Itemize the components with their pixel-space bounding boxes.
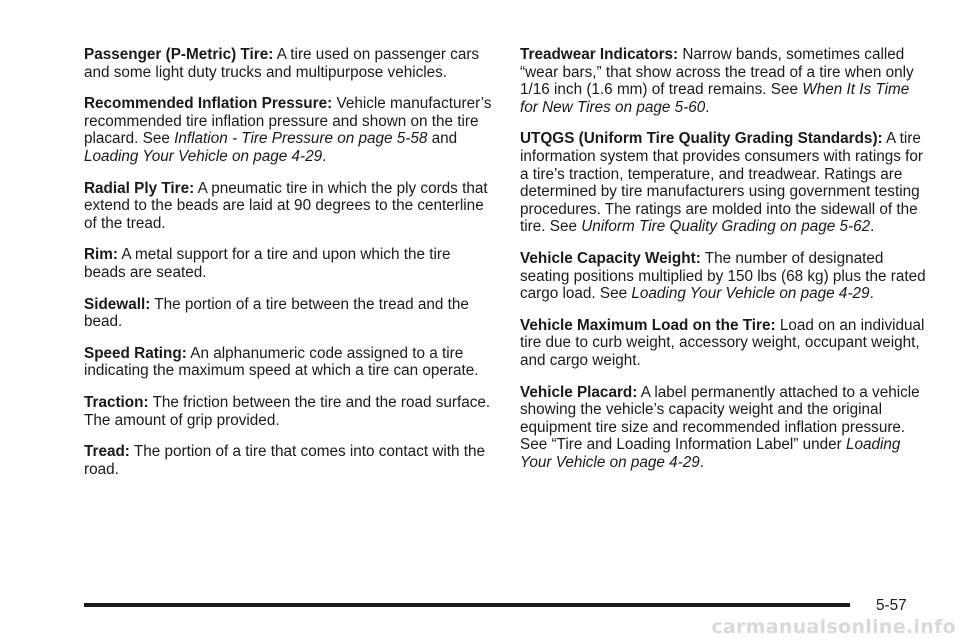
- glossary-definition: Load on an individual tire due to curb weight, accessory weight, occupant weight, and cargo weight.: [520, 316, 925, 369]
- glossary-term: Radial Ply Tire:: [84, 179, 195, 197]
- page-number: 5-57: [876, 597, 907, 614]
- glossary-term: Passenger (P-Metric) Tire:: [84, 46, 274, 63]
- glossary-definition: Vehicle manufacturer’s recommended tire inflation pressure and shown on the tire placard. See: [84, 95, 492, 148]
- right-column: [520, 46, 930, 485]
- glossary-period: .: [870, 218, 875, 236]
- glossary-term: Traction:: [84, 393, 149, 411]
- cross-reference: Loading Your Vehicle on page 4-29: [631, 285, 870, 303]
- glossary-period: .: [322, 147, 327, 165]
- glossary-term: Treadwear Indicators:: [520, 46, 679, 63]
- glossary-period: .: [699, 453, 704, 471]
- glossary-definition: The number of designated seating positions multiplied by 150 lbs (68 kg) plus the rated cargo load. See: [520, 249, 926, 303]
- glossary-definition: The portion of a tire between the tread and the bead.: [84, 295, 469, 331]
- glossary-definition: A label permanently attached to a vehicle showing the vehicle’s capacity weight and the original equipment tire size and recommended inflation pressure. See “Tire and Loading Information Label” under: [520, 383, 920, 454]
- glossary-term: Rim:: [84, 246, 118, 264]
- glossary-entry-treadwear-indicators: [520, 46, 930, 116]
- glossary-entry-vehicle-maximum-load: [520, 317, 930, 370]
- glossary-entry-rim: [84, 246, 494, 281]
- glossary-definition: The friction between the tire and the road surface. The amount of grip provided.: [84, 393, 491, 429]
- cross-reference: Inflation - Tire Pressure on page 5-58: [174, 130, 428, 148]
- glossary-term: Vehicle Placard:: [520, 383, 638, 401]
- glossary-entry-recommended-inflation-pressure: [84, 95, 494, 165]
- glossary-period: .: [705, 98, 710, 116]
- glossary-definition: A pneumatic tire in which the ply cords that extend to the beads are laid at 90 degrees to the centerline of the tread.: [84, 179, 488, 232]
- glossary-entry-radial-ply-tire: [84, 180, 494, 233]
- glossary-term: Recommended Inflation Pressure:: [84, 95, 333, 113]
- cross-reference: When It Is Time for New Tires on page 5-60: [520, 81, 910, 116]
- glossary-entry-speed-rating: [84, 345, 494, 380]
- glossary-entry-vehicle-placard: [520, 384, 930, 472]
- glossary-definition: A tire used on passenger cars and some light duty trucks and multipurpose vehicles.: [84, 46, 480, 81]
- left-column: [84, 46, 494, 492]
- glossary-period: .: [869, 285, 874, 303]
- glossary-entry-sidewall: [84, 296, 494, 331]
- glossary-entry-utqgs: [520, 130, 930, 236]
- footer-rule: [84, 603, 850, 607]
- glossary-term: Tread:: [84, 443, 130, 461]
- glossary-term: UTQGS (Uniform Tire Quality Grading Standards):: [520, 130, 883, 148]
- glossary-entry-vehicle-capacity-weight: [520, 250, 930, 303]
- glossary-definition: The portion of a tire that comes into contact with the road.: [84, 443, 486, 478]
- glossary-term: Sidewall:: [84, 295, 151, 313]
- glossary-entry-tread: [84, 443, 494, 478]
- glossary-term: Vehicle Maximum Load on the Tire:: [520, 316, 776, 334]
- cross-reference: Loading Your Vehicle on page 4-29: [84, 147, 323, 165]
- glossary-definition: A tire information system that provides consumers with ratings for a tire’s traction, temperature, and treadwear. Ratings are determined by tire manufacturers using government testing procedures. The ratings are molded into the sidewall of the tire. See: [520, 130, 923, 236]
- glossary-definition: A metal support for a tire and upon which the tire beads are seated.: [84, 246, 451, 281]
- glossary-definition: An alphanumeric code assigned to a tire indicating the maximum speed at which a tire can operate.: [84, 344, 479, 380]
- glossary-connector: and: [431, 130, 458, 148]
- glossary-term: Speed Rating:: [84, 344, 187, 362]
- watermark: carmanualsonline.info: [711, 616, 956, 638]
- cross-reference: Uniform Tire Quality Grading on page 5-62: [581, 218, 871, 236]
- glossary-definition: Narrow bands, sometimes called “wear bars,” that show across the tread of a tire when only 1/16 inch (1.6 mm) of tread remains. See: [520, 46, 914, 99]
- cross-reference: Loading Your Vehicle on page 4-29: [520, 436, 901, 471]
- glossary-term: Vehicle Capacity Weight:: [520, 249, 701, 267]
- glossary-entry-traction: [84, 394, 494, 429]
- glossary-entry-passenger-tire: [84, 46, 494, 81]
